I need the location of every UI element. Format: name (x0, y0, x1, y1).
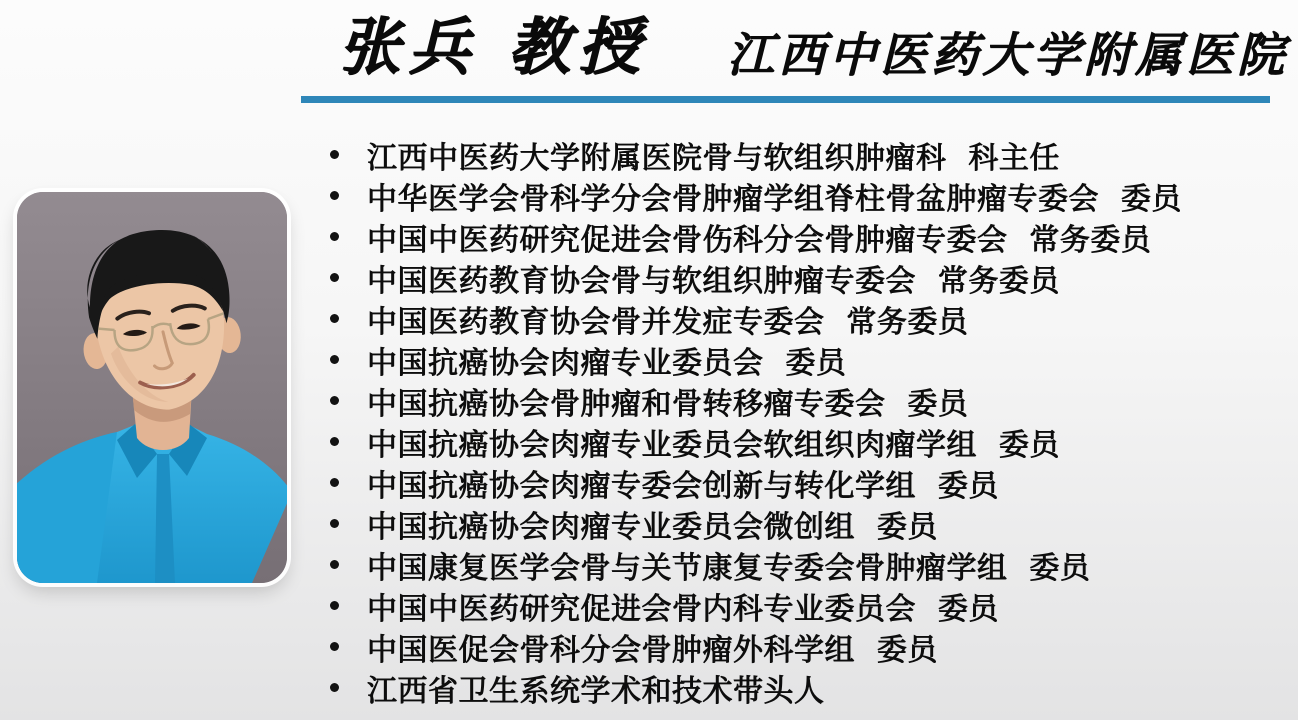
list-item (330, 339, 1182, 380)
bullet-icon (330, 642, 339, 651)
credential-text: 中国医药教育协会骨与软组织肿瘤专委会 常务委员 (367, 263, 1060, 299)
bullet-icon (330, 355, 339, 364)
bullet-icon (330, 560, 339, 569)
professor-name-title: 张兵 教授 (338, 10, 648, 83)
list-item (330, 134, 1182, 175)
bullet-icon (330, 478, 339, 487)
list-item (330, 380, 1182, 421)
list-item (330, 667, 1182, 708)
credential-text: 江西中医药大学附属医院骨与软组织肿瘤科 科主任 (367, 140, 1060, 176)
credential-text: 中国康复医学会骨与关节康复专委会骨肿瘤学组 委员 (367, 550, 1091, 586)
header-divider-line (301, 96, 1270, 103)
list-item (330, 216, 1182, 257)
list-item (330, 257, 1182, 298)
bullet-icon (330, 150, 339, 159)
credential-text: 中国医促会骨科分会骨肿瘤外科学组 委员 (367, 632, 938, 668)
professor-photo (17, 192, 287, 583)
list-item (330, 421, 1182, 462)
portrait-illustration (17, 192, 287, 583)
credential-text: 中国抗癌协会肉瘤专业委员会 委员 (367, 345, 847, 381)
bullet-icon (330, 601, 339, 610)
list-item (330, 462, 1182, 503)
hospital-affiliation: 江西中医药大学附属医院 (727, 28, 1288, 83)
list-item (330, 298, 1182, 339)
list-item (330, 544, 1182, 585)
bullet-icon (330, 519, 339, 528)
list-item (330, 503, 1182, 544)
bullet-icon (330, 396, 339, 405)
bullet-icon (330, 232, 339, 241)
bullet-icon (330, 437, 339, 446)
credentials-list (330, 134, 1182, 708)
credential-text: 中国中医药研究促进会骨伤科分会骨肿瘤专委会 常务委员 (367, 222, 1152, 258)
bullet-icon (330, 273, 339, 282)
bullet-icon (330, 191, 339, 200)
bullet-icon (330, 683, 339, 692)
credential-text: 中国抗癌协会肉瘤专业委员会微创组 委员 (367, 509, 938, 545)
credential-text: 中华医学会骨科学分会骨肿瘤学组脊柱骨盆肿瘤专委会 委员 (367, 181, 1182, 217)
credential-text: 中国抗癌协会骨肿瘤和骨转移瘤专委会 委员 (367, 386, 969, 422)
credential-text: 中国中医药研究促进会骨内科专业委员会 委员 (367, 591, 999, 627)
credential-text: 中国抗癌协会肉瘤专委会创新与转化学组 委员 (367, 468, 999, 504)
credential-text: 中国医药教育协会骨并发症专委会 常务委员 (367, 304, 969, 340)
list-item (330, 175, 1182, 216)
bullet-icon (330, 314, 339, 323)
list-item (330, 626, 1182, 667)
credential-text: 中国抗癌协会肉瘤专业委员会软组织肉瘤学组 委员 (367, 427, 1060, 463)
credential-text: 江西省卫生系统学术和技术带头人 (367, 673, 825, 709)
list-item (330, 585, 1182, 626)
